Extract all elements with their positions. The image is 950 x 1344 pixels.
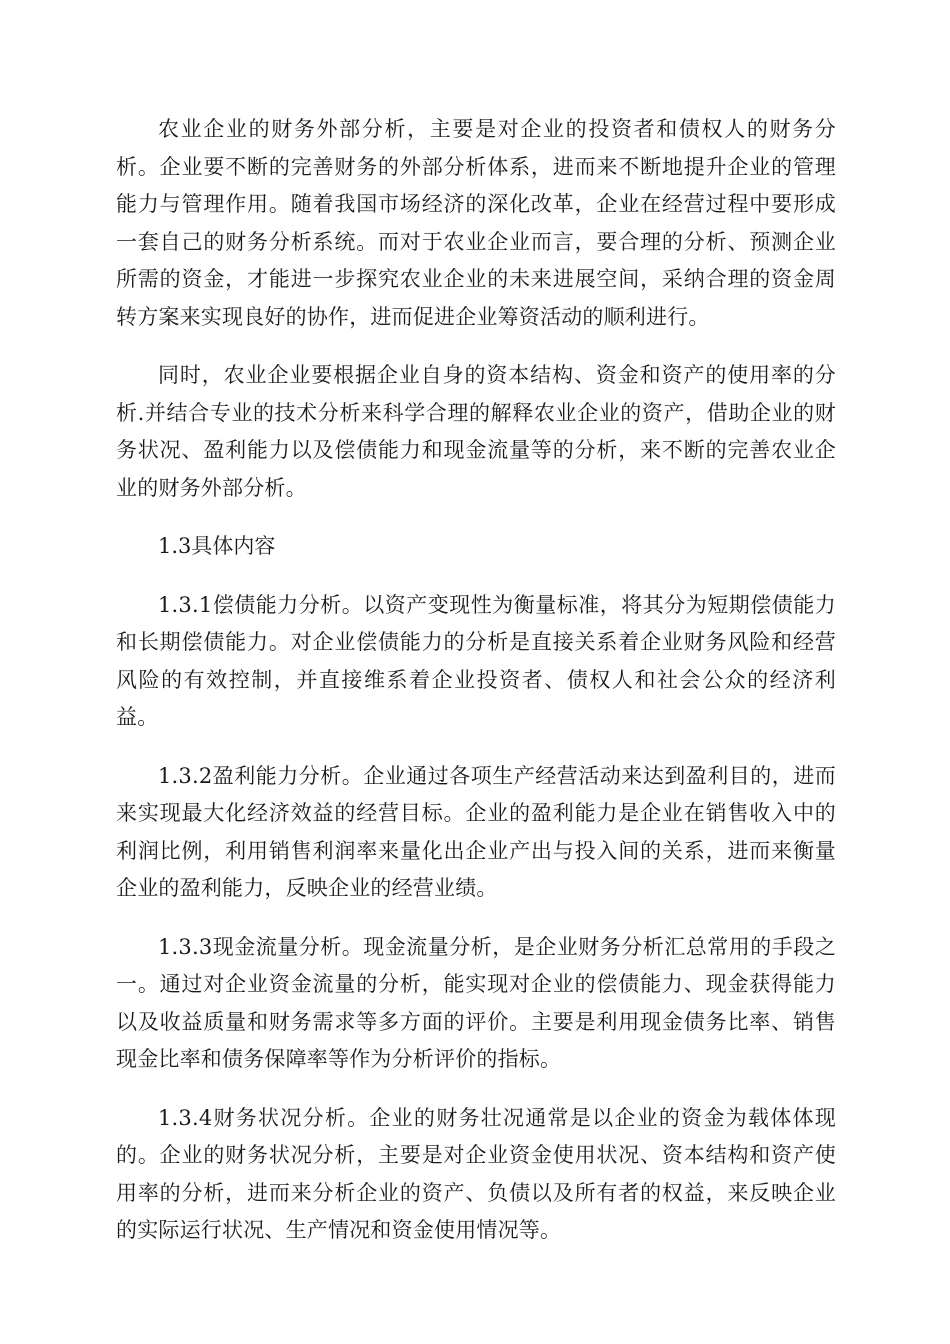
- paragraph-profitability-analysis: 1.3.2盈利能力分析。企业通过各项生产经营活动来达到盈利目的，进而来实现最大化经济效益的经营目标。企业的盈利能力是企业在销售收入中的利润比例，利用销售利润率来量化出企业产出与投入间的关系，进而来衡量企业的盈利能力，反映企业的经营业绩。: [116, 763, 836, 900]
- document-page: [116, 111, 836, 1271]
- paragraph-financial-status-analysis: 1.3.4财务状况分析。企业的财务壮况通常是以企业的资金为载体体现的。企业的财务状况分析，主要是对企业资金使用状况、资本结构和资产使用率的分析，进而来分析企业的资产、负债以及所有者的权益，来反映企业的实际运行状况、生产情况和资金使用情况等。: [116, 1105, 836, 1242]
- paragraph-solvency-analysis: 1.3.1偿债能力分析。以资产变现性为衡量标准，将其分为短期偿债能力和长期偿债能力。对企业偿债能力的分析是直接关系着企业财务风险和经营风险的有效控制，并直接维系着企业投资者、债权人和社会公众的经济利益。: [116, 592, 836, 729]
- section-heading-specific-content: 1.3具体内容: [158, 534, 276, 558]
- paragraph-external-analysis: 农业企业的财务外部分析，主要是对企业的投资者和债权人的财务分析。企业要不断的完善财务的外部分析体系，进而来不断地提升企业的管理能力与管理作用。随着我国市场经济的深化改革，企业在经营过程中要形成一套自己的财务分析系统。而对于农业企业而言，要合理的分析、预测企业所需的资金，才能进一步探究农业企业的未来进展空间，采纳合理的资金周转方案来实现良好的协作，进而促进企业筹资活动的顺利进行。: [116, 117, 836, 329]
- paragraph-cash-flow-analysis: 1.3.3现金流量分析。现金流量分析，是企业财务分析汇总常用的手段之一。通过对企业资金流量的分析，能实现对企业的偿债能力、现金获得能力以及收益质量和财务需求等多方面的评价。主要是利用现金债务比率、销售现金比率和债务保障率等作为分析评价的指标。: [116, 934, 836, 1071]
- paragraph-capital-structure: 同时，农业企业要根据企业自身的资本结构、资金和资产的使用率的分析.并结合专业的技术分析来科学合理的解释农业企业的资产，借助企业的财务状况、盈利能力以及偿债能力和现金流量等的分析，来不断的完善农业企业的财务外部分析。: [116, 363, 836, 500]
